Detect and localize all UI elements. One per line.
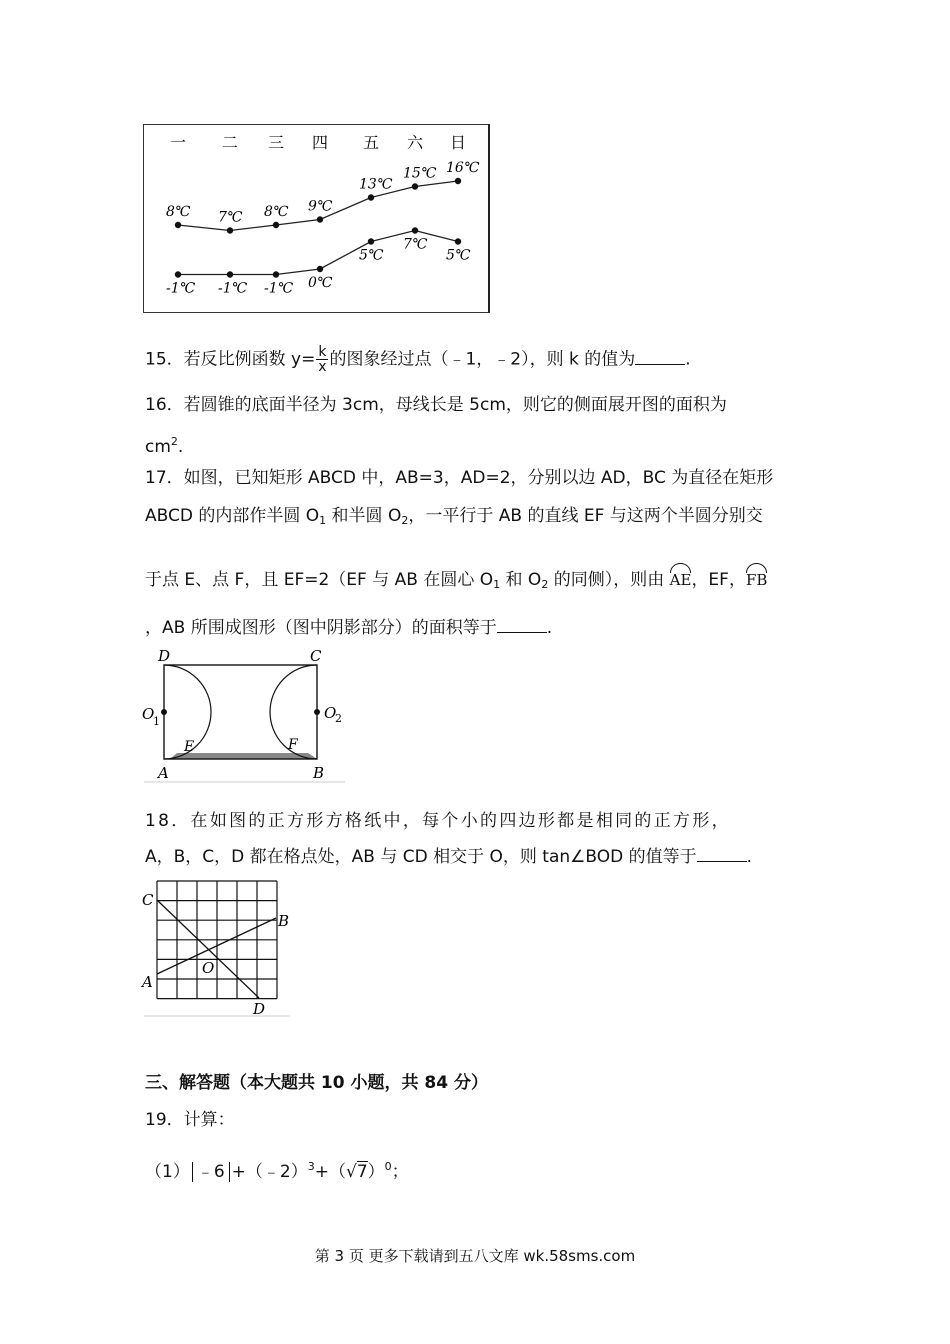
data-point-low: [368, 238, 374, 244]
data-label-high: 9℃: [308, 198, 333, 215]
question-16: 16．若圆锥的底面半径为 3cm，母线长是 5cm，则它的侧面展开图的面积为: [145, 395, 727, 415]
data-point-high: [412, 183, 418, 189]
svg-text:C: C: [142, 891, 154, 909]
data-point-low: [175, 271, 181, 277]
question-17-line3: 于点 E、点 F，且 EF=2（EF 与 AB 在圆心 $O_1$ 和 $O_2$ 的同侧），则由 AE，EF，FB: [145, 565, 767, 596]
data-point-high: [227, 227, 233, 233]
sqrt-symbol: √: [345, 1162, 357, 1182]
data-label-high: 8℃: [166, 204, 191, 220]
question-19: 19．计算：: [145, 1110, 235, 1130]
data-label-high: 15℃: [403, 165, 437, 182]
data-point-low: [317, 266, 323, 272]
day-label: 六: [407, 133, 424, 152]
day-label: 二: [222, 133, 239, 152]
day-label: 五: [363, 133, 380, 152]
question-19-part1: （1） ﹣6 $+(﹣2)^3+(√7)^0$；: [145, 1160, 409, 1182]
data-point-low: [455, 238, 461, 244]
question-16-cont: $cm^2$.: [145, 435, 184, 457]
data-point-low: [412, 227, 418, 233]
svg-text:C: C: [310, 647, 322, 665]
svg-text:1: 1: [153, 715, 160, 728]
data-label-low: -1℃: [166, 280, 196, 297]
segment-cd: [157, 900, 259, 998]
arc-fb: FB: [746, 565, 767, 591]
day-label: 日: [450, 133, 467, 152]
question-17-line2: ABCD 的内部作半圆 $O_1$ 和半圆 $O_2$，一平行于 AB 的直线 EF 与这两个半圆分别交: [145, 506, 763, 527]
data-point-high: [317, 216, 323, 222]
question-17-line4: ，AB 所围成图形（图中阴影部分）的面积等于 .: [145, 618, 553, 638]
q15-fraction: [316, 345, 328, 374]
svg-text:B: B: [313, 764, 325, 782]
point-o2: [314, 709, 320, 715]
data-point-high: [175, 222, 181, 228]
page-footer: 第 3 页 更多下载请到五八文库 wk.58sms.com: [314, 1247, 636, 1265]
q15-suffix: 的图象经过点（﹣1，﹣2），则 k 的值为: [329, 349, 636, 370]
data-label-high: 8℃: [264, 204, 289, 220]
answer-blank: [497, 618, 547, 633]
data-label-low: 7℃: [403, 236, 428, 253]
grid-figure: [140, 876, 300, 1021]
data-point-high: [368, 194, 374, 200]
data-label-high: 7℃: [218, 209, 243, 226]
point-o1: [161, 709, 167, 715]
question-18-line2: A，B，C，D 都在格点处，AB 与 CD 相交于 O，则 tan∠BOD 的值等于 .: [145, 847, 753, 867]
data-point-low: [273, 271, 279, 277]
svg-text:D: D: [253, 1000, 266, 1018]
data-point-high: [455, 178, 461, 184]
day-label: 三: [268, 133, 285, 152]
svg-text:B: B: [278, 912, 290, 930]
day-label: 四: [312, 133, 329, 152]
question-18: 18．在如图的正方形方格纸中，每个小的四边形都是相同的正方形，: [145, 811, 731, 831]
data-point-low: [227, 271, 233, 277]
absolute-value: ﹣6: [192, 1162, 230, 1182]
data-label-high: 16℃: [446, 160, 480, 176]
rectangle-semicircles-figure: [140, 645, 350, 785]
svg-text:2: 2: [335, 712, 342, 725]
svg-text:E: E: [184, 739, 195, 755]
svg-text:A: A: [158, 764, 169, 782]
svg-text:O: O: [324, 704, 337, 722]
data-label-low: -1℃: [264, 280, 294, 297]
svg-text:O: O: [202, 959, 215, 977]
svg-text:D: D: [158, 647, 171, 665]
data-label-low: 5℃: [446, 247, 471, 264]
answer-blank: [697, 847, 747, 862]
svg-text:A: A: [142, 973, 153, 991]
data-label-low: 5℃: [359, 247, 384, 264]
svg-text:O: O: [142, 705, 155, 723]
question-15: 15．若反比例函数 y= $\frac{k}{x}$ 的图象经过点（﹣1，﹣2），则 k 的值为 .: [145, 344, 691, 375]
data-point-high: [273, 222, 279, 228]
data-label-low: 0℃: [308, 275, 333, 291]
q15-denominator: x: [318, 359, 327, 375]
day-label: 一: [170, 133, 187, 152]
section-3-title: 三、解答题（本大题共 10 小题，共 84 分）: [145, 1073, 488, 1093]
q15-numerator: k: [318, 344, 327, 360]
data-label-high: 13℃: [359, 176, 393, 193]
data-label-low: -1℃: [218, 280, 248, 297]
answer-blank: [635, 350, 685, 365]
weather-line-chart: [143, 124, 493, 314]
svg-text:F: F: [288, 737, 298, 753]
q15-prefix: 15．若反比例函数 y=: [145, 349, 316, 370]
question-17: 17．如图，已知矩形 ABCD 中，AB=3，AD=2，分别以边 AD，BC 为直径在矩形: [145, 468, 774, 488]
arc-ae: AE: [670, 565, 692, 591]
